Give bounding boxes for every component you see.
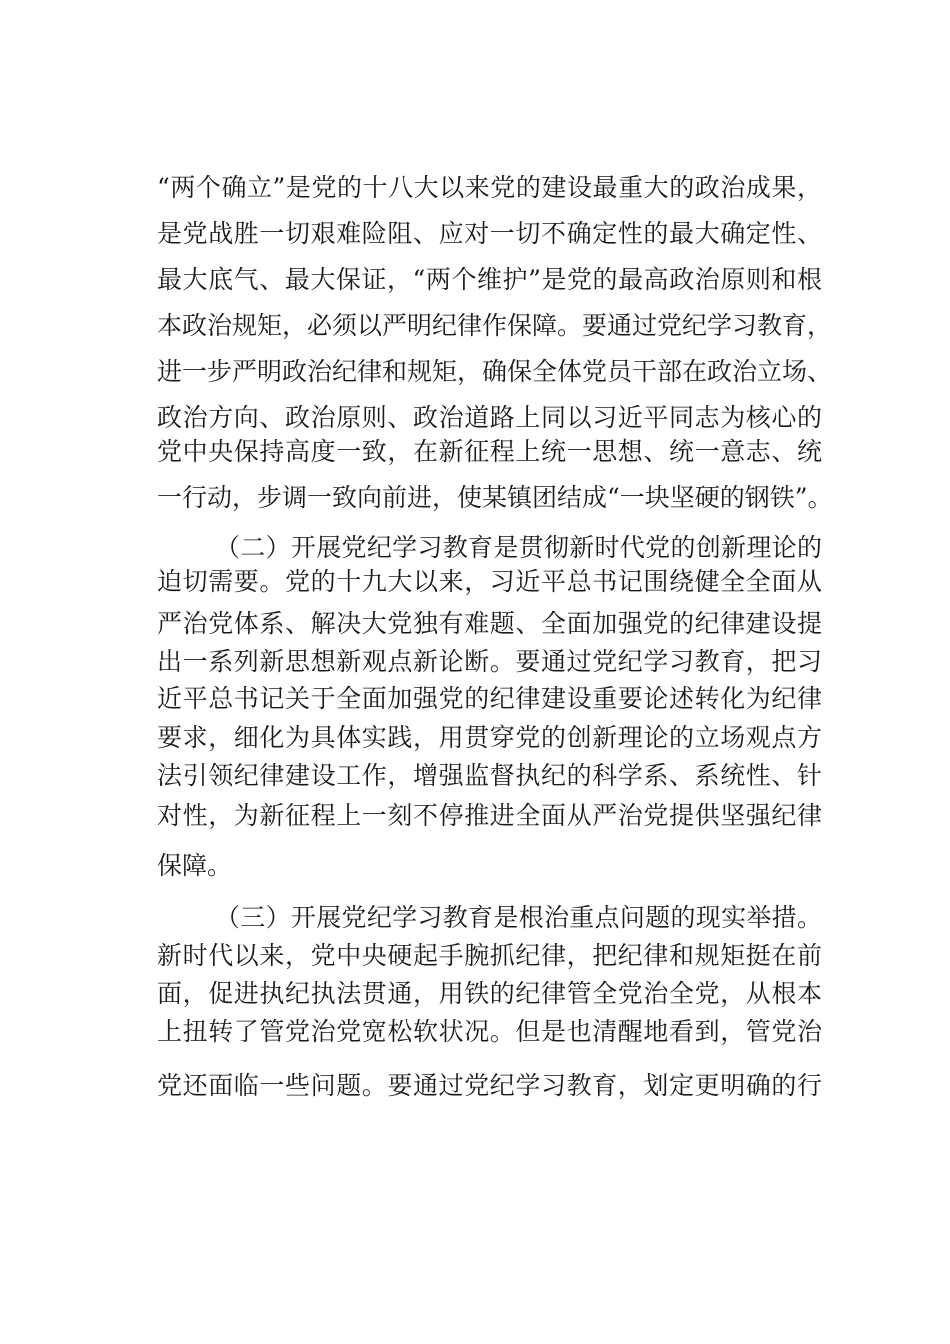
- paragraph-2-line-4: 出一系列新思想新观点新论断。要通过党纪学习教育，把习: [157, 647, 822, 676]
- paragraph-2-line-2: 迫切需要。党的十九大以来，习近平总书记围绕健全全面从: [157, 567, 822, 596]
- paragraph-3-line-3: 面，促进执纪执法贯通，用铁的纪律管全党治全党，从根本: [157, 979, 822, 1008]
- paragraph-1-line-3: 最大底气、最大保证，“两个维护”是党的最高政治原则和根: [157, 265, 822, 294]
- paragraph-2-line-5: 近平总书记关于全面加强党的纪律建设重要论述转化为纪律: [157, 684, 822, 713]
- paragraph-1-line-6: 政治方向、政治原则、政治道路上同以习近平同志为核心的: [157, 403, 822, 432]
- paragraph-3-line-4: 上扭转了管党治党宽松软状况。但是也清醒地看到，管党治: [157, 1017, 822, 1046]
- paragraph-3-line-5: 党还面临一些问题。要通过党纪学习教育，划定更明确的行: [157, 1071, 822, 1100]
- paragraph-1-line-7: 党中央保持高度一致，在新征程上统一思想、统一意志、统: [157, 437, 822, 466]
- paragraph-1-line-1: “两个确立”是党的十八大以来党的建设最重大的政治成果，: [157, 173, 822, 202]
- paragraph-1-line-4: 本政治规矩，必须以严明纪律作保障。要通过党纪学习教育，: [157, 311, 833, 340]
- paragraph-2-line-7: 法引领纪律建设工作，增强监督执纪的科学系、系统性、针: [157, 761, 822, 790]
- paragraph-2-line-8: 对性，为新征程上一刻不停推进全面从严治党提供坚强纪律: [157, 801, 822, 830]
- paragraph-2-line-3: 严治党体系、解决大党独有难题、全面加强党的纪律建设提: [157, 609, 822, 638]
- paragraph-3-line-1: （三）开展党纪学习教育是根治重点问题的现实举措。: [215, 903, 822, 932]
- paragraph-2-line-1: （二）开展党纪学习教育是贯彻新时代党的创新理论的: [215, 533, 822, 562]
- paragraph-2-line-6: 要求，细化为具体实践，用贯穿党的创新理论的立场观点方: [157, 723, 822, 752]
- paragraph-2-line-9: 保障。: [157, 851, 233, 880]
- paragraph-1-line-5: 进一步严明政治纪律和规矩，确保全体党员干部在政治立场、: [157, 357, 833, 386]
- paragraph-1-line-2: 是党战胜一切艰难险阻、应对一切不确定性的最大确定性、: [157, 219, 822, 248]
- paragraph-1-line-8: 一行动，步调一致向前进，使某镇团结成“一块坚硬的钢铁”。: [157, 483, 833, 512]
- paragraph-3-line-2: 新时代以来，党中央硬起手腕抓纪律，把纪律和规矩挺在前: [157, 941, 822, 970]
